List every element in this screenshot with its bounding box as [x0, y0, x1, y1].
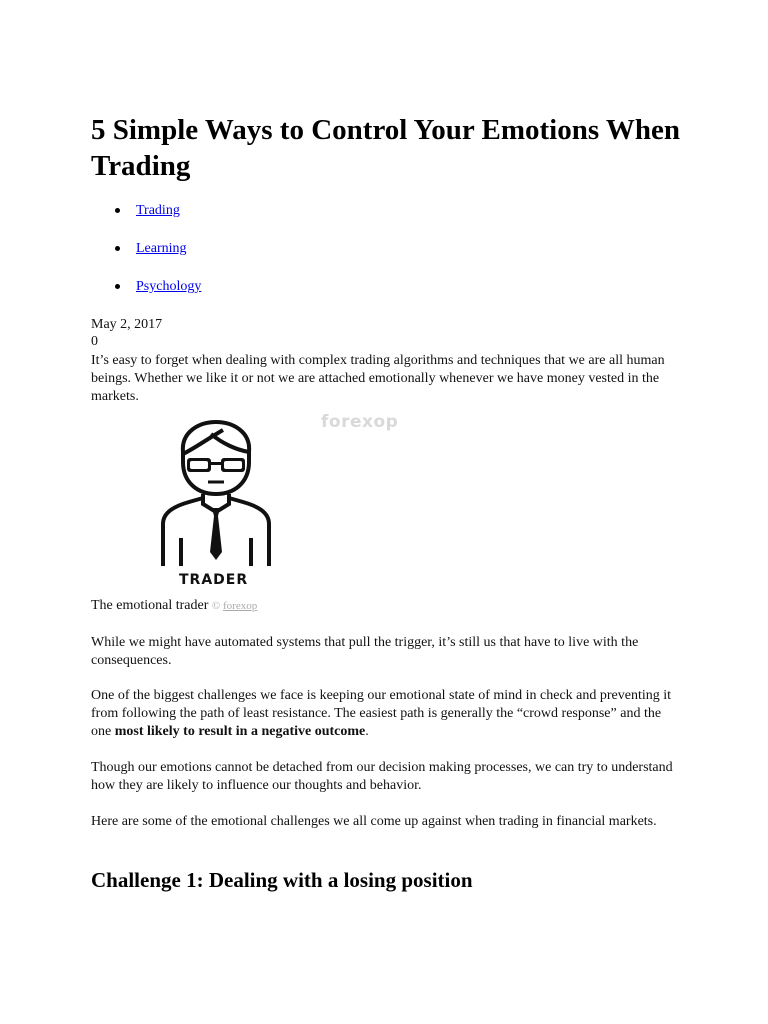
- paragraph-2-text: One of the biggest challenges we face is keeping our emotional state of mind in check and preventing it from following the path of least resistance. The easiest path is generally the “crowd response” and the one: [91, 688, 672, 739]
- trader-figure: [91, 412, 683, 594]
- body-paragraph-4: Here are some of the emotional challenges we all come up against when trading in financial markets.: [91, 814, 657, 829]
- tag-link-psychology[interactable]: Psychology: [136, 279, 202, 294]
- body-paragraph-3: Though our emotions cannot be detached from our decision making processes, we can try to understand how they are likely to influence our thoughts and behavior.: [91, 760, 673, 793]
- trader-label: TRADER: [179, 572, 249, 588]
- tag-link-learning[interactable]: Learning: [136, 241, 187, 256]
- bullet-icon: [115, 284, 120, 289]
- tag-list-item: [91, 272, 201, 310]
- article-meta: [91, 316, 162, 350]
- section-heading: Challenge 1: Dealing with a losing position: [91, 868, 473, 892]
- intro-paragraph: It’s easy to forget when dealing with complex trading algorithms and techniques that we are all human beings. Whether we like it or not we are attached emotionally whenever we have money vested in the markets.: [91, 353, 665, 404]
- tag-link-trading[interactable]: Trading: [136, 203, 180, 218]
- copyright-symbol: ©: [211, 600, 221, 612]
- forexop-watermark: forexop: [321, 412, 399, 432]
- publish-date: May 2, 2017: [91, 317, 163, 332]
- caption-text: The emotional trader: [91, 598, 209, 613]
- article-title: 5 Simple Ways to Control Your Emotions When Trading: [91, 114, 680, 182]
- body-paragraph-2: [91, 687, 681, 741]
- tag-list-item: [91, 196, 201, 234]
- paragraph-2-emphasis: most likely to result in a negative outcome: [114, 724, 366, 739]
- trader-illustration-icon: [161, 420, 271, 570]
- bullet-icon: [115, 246, 120, 251]
- bullet-icon: [115, 208, 120, 213]
- tag-list-item: [91, 234, 201, 272]
- image-credit: [212, 600, 257, 612]
- comment-count: 0: [91, 334, 98, 349]
- credit-link[interactable]: forexop: [223, 600, 258, 612]
- figure-caption: [91, 597, 257, 615]
- tag-list: [91, 196, 201, 310]
- body-paragraph-1: While we might have automated systems that pull the trigger, it’s still us that have to live with the consequences.: [91, 635, 639, 668]
- paragraph-2-end: .: [365, 724, 369, 739]
